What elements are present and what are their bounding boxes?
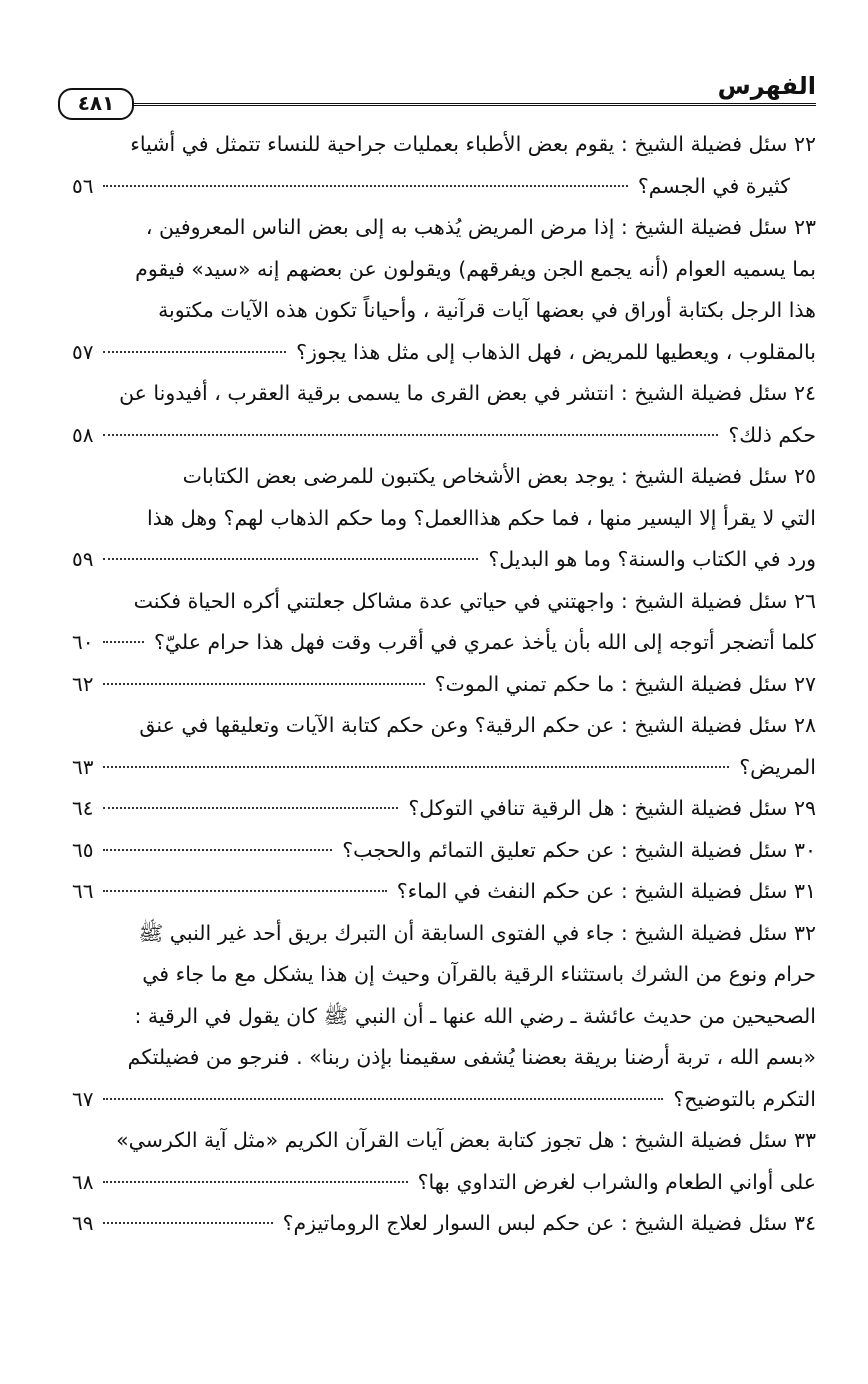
toc-page-number: ٦٤ bbox=[72, 796, 94, 820]
toc-line: ٢٤ سئل فضيلة الشيخ : انتشر في بعض القرى ما يسمى برقية العقرب ، أفيدونا عن bbox=[119, 381, 816, 405]
toc-line-text: حكم ذلك؟ bbox=[728, 422, 816, 447]
dot-leader bbox=[103, 351, 286, 353]
toc-line-text: ٣١ سئل فضيلة الشيخ : عن حكم النفث في الماء؟ bbox=[396, 879, 816, 903]
toc-page-number: ٦٠ bbox=[72, 630, 94, 654]
toc-line: ٢٥ سئل فضيلة الشيخ : يوجد بعض الأشخاص يكتبون للمرضى بعض الكتابات bbox=[182, 464, 816, 488]
dot-leader bbox=[103, 849, 332, 851]
toc-line bbox=[72, 747, 816, 789]
dot-leader bbox=[103, 558, 478, 560]
toc-line bbox=[72, 1203, 816, 1245]
toc-line-text: ٣٤ سئل فضيلة الشيخ : عن حكم لبس السوار لعلاج الروماتيزم؟ bbox=[282, 1211, 816, 1235]
toc-page-number: ٥٨ bbox=[72, 422, 94, 447]
dot-leader bbox=[103, 1181, 407, 1183]
toc-line: ٢٢ سئل فضيلة الشيخ : يقوم بعض الأطباء بعمليات جراحية للنساء تتمثل في أشياء bbox=[130, 132, 816, 156]
toc-line-text: كلما أتضجر أتوجه إلى الله بأن يأخذ عمري في أقرب وقت فهل هذا حرام عليّ؟ bbox=[153, 630, 816, 654]
page-number-badge: ٤٨١ bbox=[58, 88, 134, 120]
toc-line: التي لا يقرأ إلا اليسير منها ، فما حكم هذاالعمل؟ وما حكم الذهاب لهم؟ وهل هذا bbox=[147, 505, 816, 530]
dot-leader bbox=[103, 434, 718, 436]
table-of-contents bbox=[72, 124, 816, 1245]
toc-line: ٣٣ سئل فضيلة الشيخ : هل تجوز كتابة بعض آيات القرآن الكريم «مثل آية الكرسي» bbox=[116, 1128, 816, 1152]
toc-line: بما يسميه العوام (أنه يجمع الجن ويفرقهم) ويقولون عن بعضهم إنه «سيد» فيقوم bbox=[135, 256, 816, 281]
toc-page-number: ٦٧ bbox=[72, 1086, 94, 1111]
toc-page-number: ٦٢ bbox=[72, 671, 94, 696]
toc-line-text: التكرم بالتوضيح؟ bbox=[673, 1086, 816, 1111]
toc-line bbox=[72, 830, 816, 872]
toc-line-text: ٢٩ سئل فضيلة الشيخ : هل الرقية تنافي التوكل؟ bbox=[408, 796, 816, 820]
toc-line: هذا الرجل بكتابة أوراق في بعضها آيات قرآنية ، وأحياناً تكون هذه الآيات مكتوبة bbox=[158, 298, 816, 322]
toc-line bbox=[72, 332, 816, 374]
toc-line: حرام ونوع من الشرك باستثناء الرقية بالقرآن وحيث إن هذا يشكل مع ما جاء في bbox=[142, 962, 816, 986]
toc-line bbox=[72, 415, 816, 457]
toc-line-text: ٣٠ سئل فضيلة الشيخ : عن حكم تعليق التمائم والحجب؟ bbox=[342, 837, 816, 862]
toc-line bbox=[72, 1079, 816, 1121]
toc-line-text: ٢٧ سئل فضيلة الشيخ : ما حكم تمني الموت؟ bbox=[434, 671, 816, 696]
toc-page-number: ٦٣ bbox=[72, 754, 94, 779]
page-header bbox=[58, 62, 816, 114]
page-title: الفهرس bbox=[717, 72, 816, 100]
dot-leader bbox=[103, 683, 424, 685]
dot-leader bbox=[103, 641, 143, 643]
toc-line bbox=[72, 166, 816, 208]
toc-page-number: ٦٥ bbox=[72, 837, 94, 862]
toc-page-number: ٦٦ bbox=[72, 879, 94, 903]
toc-line: ٢٦ سئل فضيلة الشيخ : واجهتني في حياتي عدة مشاكل جعلتني أكره الحياة فكنت bbox=[133, 588, 816, 613]
toc-line bbox=[72, 622, 816, 664]
toc-line bbox=[72, 664, 816, 706]
toc-line bbox=[72, 788, 816, 830]
toc-line: الصحيحين من حديث عائشة ـ رضي الله عنها ـ أن النبي ﷺ كان يقول في الرقية : bbox=[134, 1003, 816, 1028]
dot-leader bbox=[103, 890, 386, 892]
toc-page-number: ٥٧ bbox=[72, 339, 94, 364]
toc-line bbox=[72, 1162, 816, 1204]
toc-line: ٢٣ سئل فضيلة الشيخ : إذا مرض المريض يُذهب به إلى بعض الناس المعروفين ، bbox=[145, 215, 816, 239]
toc-page-number: ٥٦ bbox=[72, 173, 94, 198]
toc-line: «بسم الله ، تربة أرضنا بريقة بعضنا يُشفى سقيمنا بإذن ربنا» . فنرجو من فضيلتكم bbox=[127, 1045, 816, 1069]
toc-line-text: على أواني الطعام والشراب لغرض التداوي بها؟ bbox=[417, 1169, 816, 1194]
toc-line-text: بالمقلوب ، ويعطيها للمريض ، فهل الذهاب إلى مثل هذا يجوز؟ bbox=[296, 339, 816, 364]
toc-line-text: ورد في الكتاب والسنة؟ وما هو البديل؟ bbox=[488, 547, 816, 571]
toc-page-number: ٥٩ bbox=[72, 547, 94, 571]
toc-line: ٢٨ سئل فضيلة الشيخ : عن حكم الرقية؟ وعن حكم كتابة الآيات وتعليقها في عنق bbox=[139, 713, 816, 737]
dot-leader bbox=[103, 807, 398, 809]
toc-line-text: المريض؟ bbox=[739, 754, 816, 779]
dot-leader bbox=[103, 766, 729, 768]
header-rule bbox=[126, 103, 816, 106]
toc-page-number: ٦٨ bbox=[72, 1169, 94, 1194]
toc-line bbox=[72, 871, 816, 913]
toc-line bbox=[72, 539, 816, 581]
toc-page-number: ٦٩ bbox=[72, 1211, 94, 1235]
dot-leader bbox=[103, 1222, 272, 1224]
toc-line-text: كثيرة في الجسم؟ bbox=[637, 173, 790, 198]
toc-line: ٣٢ سئل فضيلة الشيخ : جاء في الفتوى السابقة أن التبرك بريق أحد غير النبي ﷺ bbox=[138, 920, 816, 945]
dot-leader bbox=[103, 1098, 663, 1100]
dot-leader bbox=[103, 185, 627, 187]
